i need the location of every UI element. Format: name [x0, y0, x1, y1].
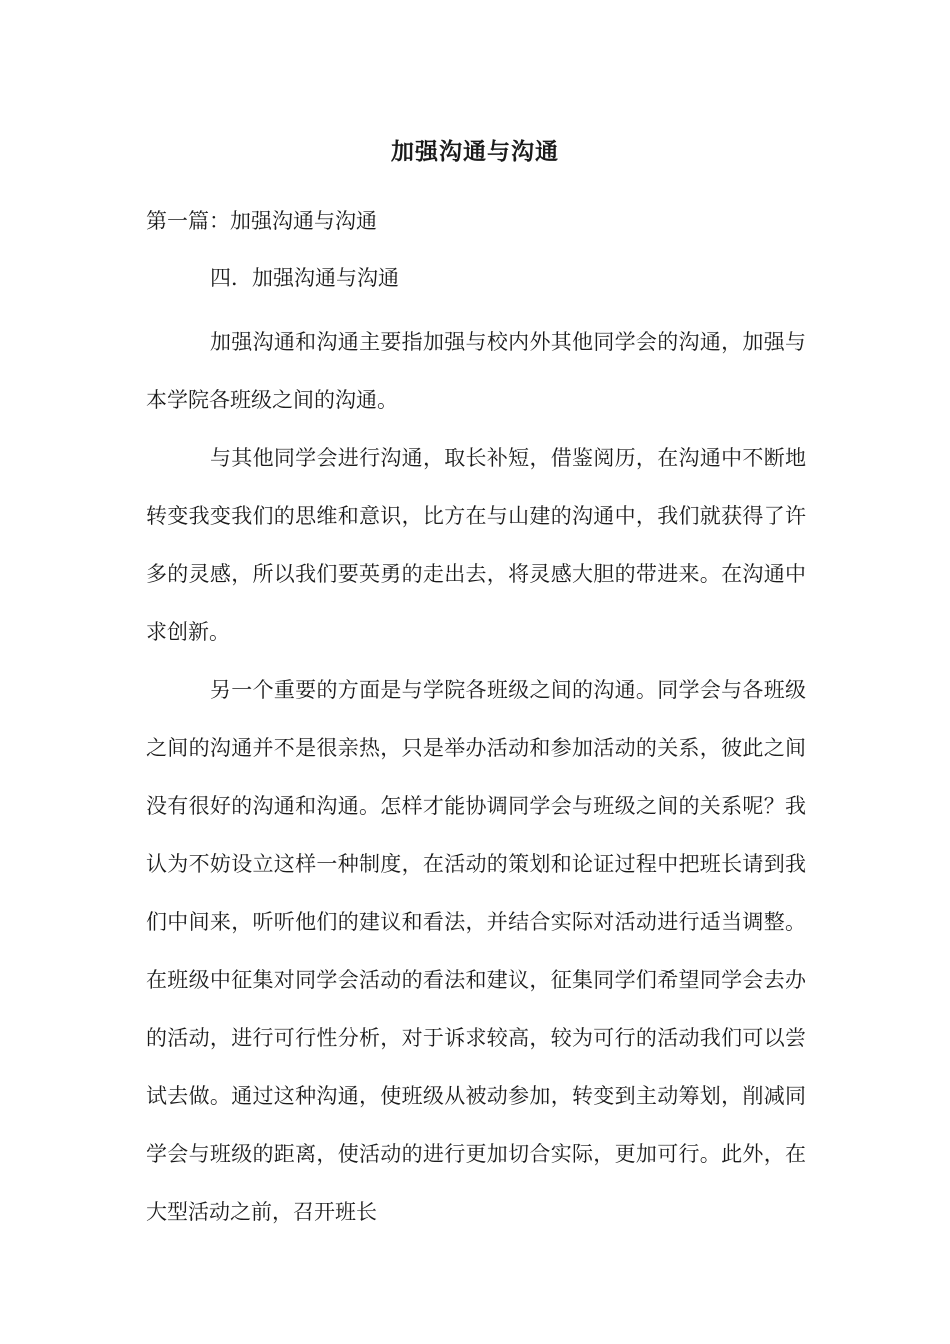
- document-title: 加强沟通与沟通: [391, 138, 559, 165]
- paragraph-1: 加强沟通和沟通主要指加强与校内外其他同学会的沟通，加强与本学院各班级之间的沟通。: [146, 330, 806, 412]
- section-heading: 第一篇：加强沟通与沟通: [146, 209, 377, 233]
- sub-heading: 四．加强沟通与沟通: [210, 266, 399, 290]
- paragraph-3: 另一个重要的方面是与学院各班级之间的沟通。同学会与各班级之间的沟通并不是很亲热，只是举办活动和参加活动的关系，彼此之间没有很好的沟通和沟通。怎样才能协调同学会与班级之间的关系呢？我认为不妨设立这样一种制度，在活动的策划和论证过程中把班长请到我们中间来，听听他们的建议和看法，并结合实际对活动进行适当调整。在班级中征集对同学会活动的看法和建议，征集同学们希望同学会去办的活动，进行可行性分析，对于诉求较高，较为可行的活动我们可以尝试去做。通过这种沟通，使班级从被动参加，转变到主动筹划，削减同学会与班级的距离，使活动的进行更加切合实际，更加可行。此外，在大型活动之前，召开班长: [146, 678, 806, 1224]
- paragraph-2: 与其他同学会进行沟通，取长补短，借鉴阅历，在沟通中不断地转变我变我们的思维和意识，比方在与山建的沟通中，我们就获得了许多的灵感，所以我们要英勇的走出去，将灵感大胆的带进来。在沟通中求创新。: [146, 446, 806, 644]
